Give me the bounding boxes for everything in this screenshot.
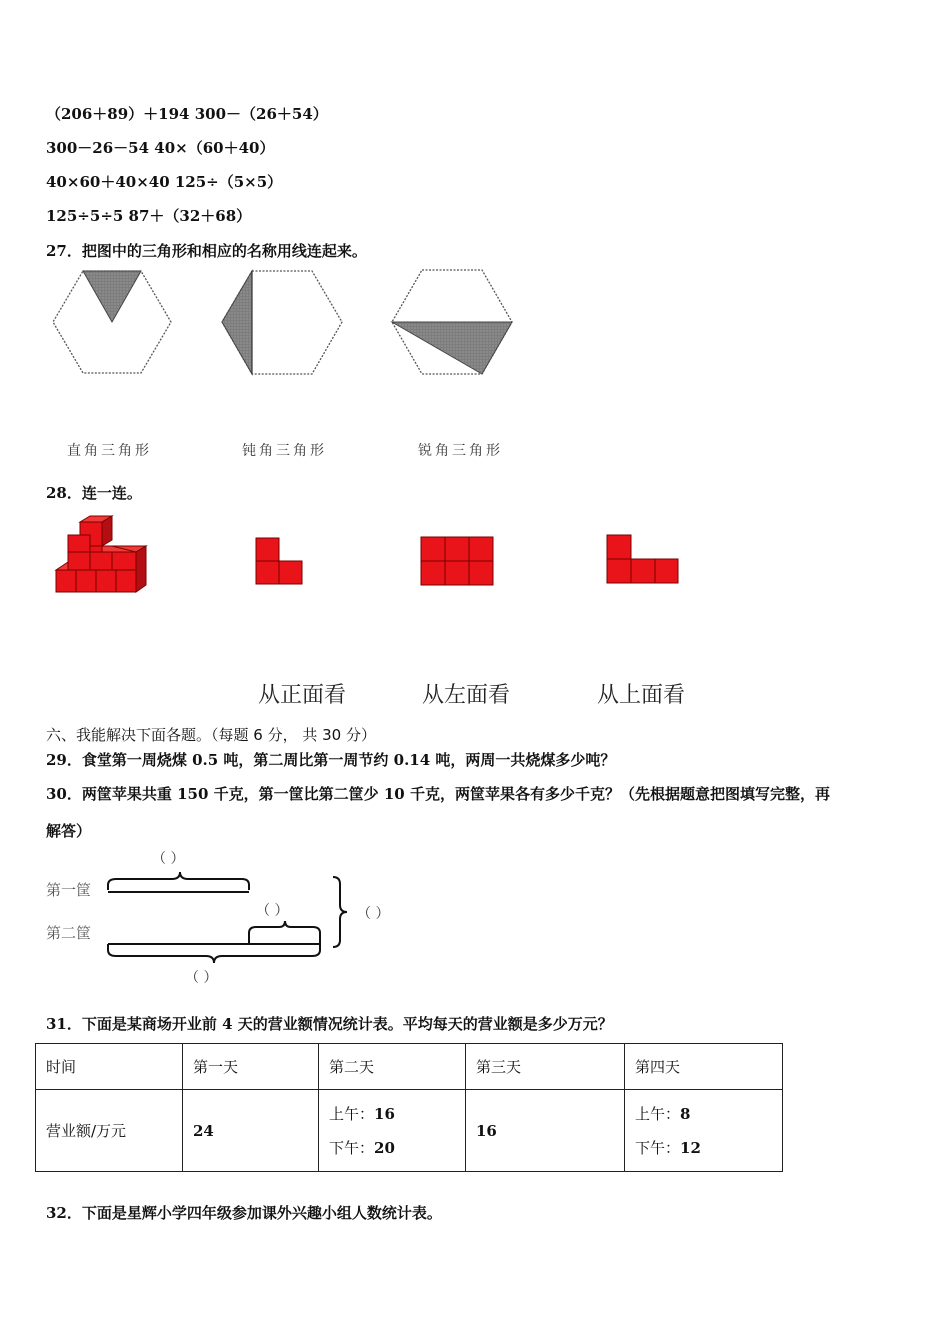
paren-bottom: （ ） (185, 970, 218, 986)
header-time: 时间 (36, 1044, 183, 1090)
day2-pm-label: 下午： (329, 1138, 375, 1157)
day2-am-value: 16 (374, 1104, 395, 1123)
day4-pm-value: 12 (680, 1138, 701, 1157)
calc-line-1: （206＋89）＋194 300－（26＋54） (46, 105, 328, 123)
question-27: 27．把图中的三角形和相应的名称用线连起来。 (46, 242, 367, 260)
cell-day-1: 24 (183, 1090, 319, 1172)
label-obtuse-triangle: 钝角三角形 (242, 443, 327, 459)
label-right-triangle: 直角三角形 (67, 443, 152, 459)
header-day-1: 第一天 (183, 1044, 319, 1090)
label-top-view: 从上面看 (597, 683, 686, 708)
question-28: 28．连一连。 (46, 484, 142, 502)
revenue-table (35, 1043, 783, 1172)
day4-am-label: 上午： (635, 1104, 681, 1123)
question-30-line-2: 解答） (46, 822, 92, 840)
label-left-view: 从左面看 (422, 683, 511, 708)
cell-day-2 (319, 1090, 466, 1172)
paren-total: （ ） (357, 906, 390, 922)
day4-am-value: 8 (680, 1104, 691, 1123)
question-31: 31．下面是某商场开业前 4 天的营业额情况统计表。平均每天的营业额是多少万元？ (46, 1015, 613, 1033)
calc-line-2: 300－26－54 40×（60＋40） (46, 139, 275, 157)
section-6-heading: 六、我能解决下面各题。（每题 6 分， 共 30 分） (46, 726, 376, 744)
header-day-3: 第三天 (466, 1044, 625, 1090)
paren-top: （ ） (152, 851, 185, 867)
calc-line-4: 125÷5÷5 87＋（32＋68） (46, 207, 252, 225)
question-30-line-1: 30．两筐苹果共重 150 千克，第一筐比第二筐少 10 千克，两筐苹果各有多少千克？（先根据题意把图填写完整，再 (46, 785, 830, 803)
day2-am-label: 上午： (329, 1104, 375, 1123)
question-29: 29．食堂第一周烧煤 0.5 吨，第二周比第一周节约 0.14 吨，两周一共烧煤多少吨？ (46, 751, 616, 769)
label-front-view: 从正面看 (258, 683, 347, 708)
header-day-2: 第二天 (319, 1044, 466, 1090)
label-basket-2: 第二筐 (46, 924, 92, 942)
paren-diff: （ ） (256, 903, 289, 919)
header-day-4: 第四天 (625, 1044, 783, 1090)
cell-day-4 (625, 1090, 783, 1172)
cell-day-3: 16 (466, 1090, 625, 1172)
label-basket-1: 第一筐 (46, 881, 92, 899)
question-32: 32．下面是星辉小学四年级参加课外兴趣小组人数统计表。 (46, 1204, 442, 1222)
row-label: 营业额/万元 (36, 1090, 183, 1172)
label-acute-triangle: 锐角三角形 (418, 443, 503, 459)
day2-pm-value: 20 (374, 1138, 395, 1157)
calc-line-3: 40×60＋40×40 125÷（5×5） (46, 173, 283, 191)
day4-pm-label: 下午： (635, 1138, 681, 1157)
